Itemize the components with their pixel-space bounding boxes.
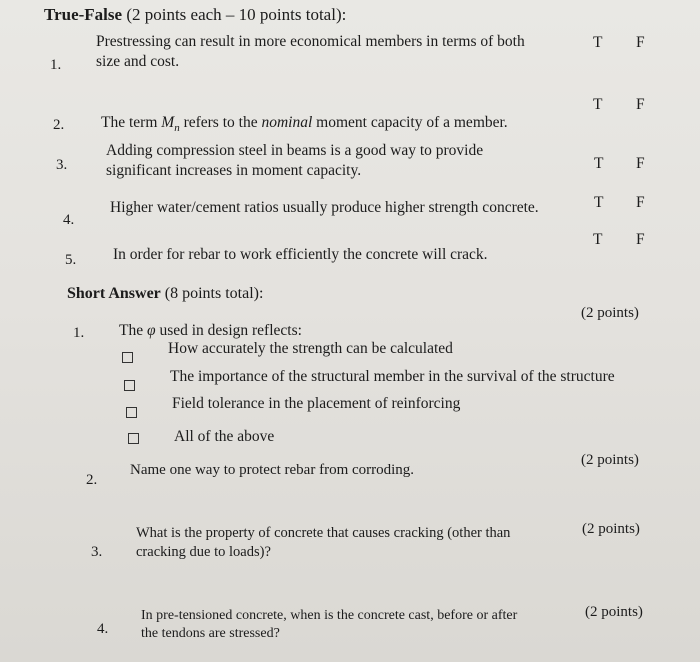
sa-q1-post: used in design reflects:	[155, 322, 302, 339]
option-1-label: How accurately the strength can be calculated	[168, 340, 453, 357]
sa-q4-line2: the tendons are stressed?	[141, 626, 280, 641]
tf-title-bold: True-False	[44, 5, 123, 24]
sa-section-title	[67, 285, 263, 303]
sa-q2-text: Name one way to protect rebar from corroding.	[130, 462, 415, 478]
sa-q2-points: (2 points)	[581, 452, 639, 468]
sa-q3-text	[136, 524, 510, 562]
tf-item-4-false[interactable]: F	[636, 194, 645, 211]
tf-item-2-post: moment capacity of a member.	[312, 114, 508, 131]
tf-item-2-false[interactable]: F	[636, 96, 645, 113]
tf-item-1-false[interactable]: F	[636, 34, 645, 51]
sa-q4-points: (2 points)	[585, 604, 643, 620]
sa-title-rest: (8 points total):	[160, 285, 264, 302]
sa-q1-text	[119, 321, 302, 341]
tf-item-3-number: 3.	[56, 157, 68, 173]
tf-item-3-line1: Adding compression steel in beams is a good way to provide	[106, 142, 484, 159]
tf-item-1-line1: Prestressing can result in more economical members in terms of both	[96, 33, 525, 50]
tf-item-4-true[interactable]: T	[594, 194, 604, 211]
tf-item-5-true[interactable]: T	[593, 231, 603, 248]
option-4-label: All of the above	[174, 428, 275, 445]
tf-item-2-number: 2.	[53, 117, 65, 133]
sa-q1-number: 1.	[73, 325, 85, 341]
tf-item-2-pre: The term	[101, 114, 162, 131]
sa-q3-points: (2 points)	[582, 521, 640, 537]
tf-item-1-number: 1.	[50, 57, 62, 73]
option-3-checkbox[interactable]	[126, 407, 137, 418]
option-1-checkbox[interactable]	[122, 352, 133, 363]
sa-q1-points: (2 points)	[581, 305, 639, 321]
tf-item-2-true[interactable]: T	[593, 96, 603, 113]
option-4-checkbox[interactable]	[128, 433, 139, 444]
sa-q3-number: 3.	[91, 544, 103, 560]
tf-item-4-number: 4.	[63, 212, 75, 228]
tf-item-5-text: In order for rebar to work efficiently the concrete will crack.	[113, 246, 488, 263]
tf-item-5-number: 5.	[65, 252, 77, 268]
option-2-label: The importance of the structural member in the survival of the structure	[170, 368, 615, 385]
sa-title-bold: Short Answer	[67, 285, 161, 302]
tf-item-3-line2: significant increases in moment capacity.	[106, 162, 362, 179]
nominal-emphasis: nominal	[261, 114, 313, 131]
sa-q4-text	[141, 607, 517, 643]
tf-section-title	[44, 5, 346, 25]
sa-q1-pre: The	[119, 322, 147, 339]
tf-item-3-true[interactable]: T	[594, 155, 604, 172]
tf-title-rest: (2 points each – 10 points total):	[122, 5, 347, 24]
sa-q2-number: 2.	[86, 472, 98, 488]
sa-q3-line1: What is the property of concrete that causes cracking (other than	[136, 525, 511, 541]
tf-item-3-false[interactable]: F	[636, 155, 645, 172]
tf-item-3-text	[106, 141, 483, 181]
tf-item-2-text	[101, 113, 508, 138]
moment-subscript: n	[174, 122, 180, 135]
moment-symbol: M	[161, 114, 175, 131]
tf-item-5-false[interactable]: F	[636, 231, 645, 248]
phi-symbol: φ	[146, 322, 156, 339]
tf-item-4-text: Higher water/cement ratios usually produce higher strength concrete.	[110, 199, 539, 216]
tf-item-1-text	[96, 32, 525, 72]
option-2-checkbox[interactable]	[124, 380, 135, 391]
tf-item-1-true[interactable]: T	[593, 34, 603, 51]
tf-item-1-line2: size and cost.	[96, 53, 180, 70]
sa-q3-line2: cracking due to loads)?	[136, 544, 271, 560]
sa-q4-line1: In pre-tensioned concrete, when is the concrete cast, before or after	[141, 608, 518, 623]
tf-item-2-mid: refers to the	[179, 114, 262, 131]
sa-q4-number: 4.	[97, 621, 109, 637]
option-3-label: Field tolerance in the placement of reinforcing	[172, 395, 461, 412]
